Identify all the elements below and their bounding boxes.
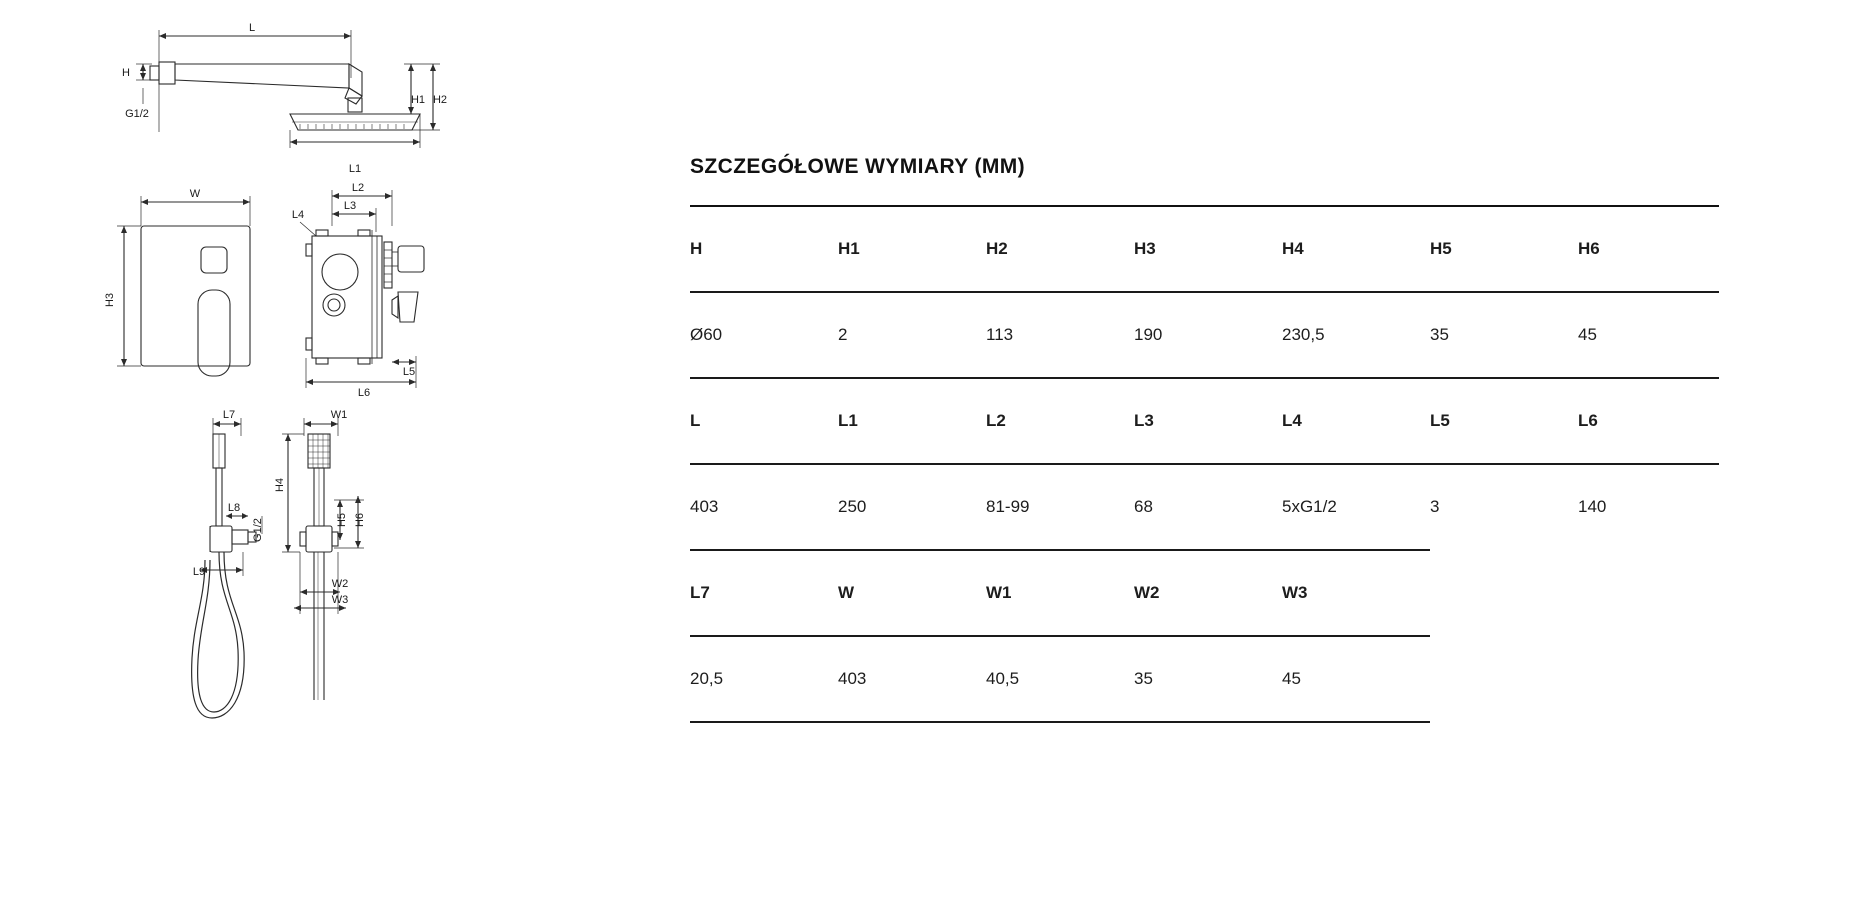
table-cell: H6 bbox=[1578, 206, 1719, 292]
table-cell bbox=[1282, 722, 1430, 723]
label-L2: L2 bbox=[351, 182, 365, 194]
table-row bbox=[690, 636, 1719, 722]
table-cell: 45 bbox=[1282, 636, 1430, 722]
table-cell: 40,5 bbox=[986, 636, 1134, 722]
table-cell: H4 bbox=[1282, 206, 1430, 292]
label-L9: L9 bbox=[192, 566, 206, 578]
table-cell: H2 bbox=[986, 206, 1134, 292]
table-cell bbox=[1578, 722, 1719, 723]
table-cell: L bbox=[690, 378, 838, 464]
label-H2: H2 bbox=[432, 94, 448, 106]
table-cell: 403 bbox=[690, 464, 838, 550]
dimensions-table bbox=[690, 205, 1719, 723]
table-cell: L3 bbox=[1134, 378, 1282, 464]
label-W3: W3 bbox=[331, 594, 349, 606]
technical-drawings-panel bbox=[0, 0, 690, 912]
table-cell: 2 bbox=[838, 292, 986, 378]
table-cell: W bbox=[838, 550, 986, 636]
label-H3: H3 bbox=[104, 292, 116, 308]
table-cell: H bbox=[690, 206, 838, 292]
table-cell: 140 bbox=[1578, 464, 1719, 550]
label-H4: H4 bbox=[274, 477, 286, 493]
label-W2: W2 bbox=[331, 578, 349, 590]
table-row bbox=[690, 206, 1719, 292]
table-cell: L6 bbox=[1578, 378, 1719, 464]
table-cell: 45 bbox=[1578, 292, 1719, 378]
table-cell: L4 bbox=[1282, 378, 1430, 464]
table-cell: 113 bbox=[986, 292, 1134, 378]
table-cell: 230,5 bbox=[1282, 292, 1430, 378]
table-cell: W3 bbox=[1282, 550, 1430, 636]
label-L4: L4 bbox=[291, 209, 305, 221]
label-L6: L6 bbox=[357, 387, 371, 399]
table-row bbox=[690, 378, 1719, 464]
table-cell: 3 bbox=[1430, 464, 1578, 550]
table-cell: L1 bbox=[838, 378, 986, 464]
table-cell: H5 bbox=[1430, 206, 1578, 292]
label-H1: H1 bbox=[410, 94, 426, 106]
label-L5: L5 bbox=[402, 366, 416, 378]
table-cell bbox=[1578, 550, 1719, 636]
label-L1: L1 bbox=[348, 163, 362, 175]
table-cell: 403 bbox=[838, 636, 986, 722]
table-cell: L5 bbox=[1430, 378, 1578, 464]
table-cell bbox=[986, 722, 1134, 723]
table-row bbox=[690, 292, 1719, 378]
label-H: H bbox=[122, 67, 130, 79]
label-H6: H6 bbox=[354, 512, 366, 528]
table-cell: 190 bbox=[1134, 292, 1282, 378]
table-row-bottom-rule bbox=[690, 722, 1719, 723]
table-cell: Ø60 bbox=[690, 292, 838, 378]
table-cell: 250 bbox=[838, 464, 986, 550]
label-L7: L7 bbox=[222, 409, 236, 421]
table-cell: L2 bbox=[986, 378, 1134, 464]
label-H5: H5 bbox=[336, 512, 348, 528]
table-cell bbox=[1134, 722, 1282, 723]
table-cell: W2 bbox=[1134, 550, 1282, 636]
table-cell: 68 bbox=[1134, 464, 1282, 550]
table-cell: H1 bbox=[838, 206, 986, 292]
label-G12-top: G1/2 bbox=[125, 108, 149, 120]
label-W: W bbox=[189, 188, 201, 200]
dimensions-panel bbox=[690, 0, 1864, 912]
table-cell: 20,5 bbox=[690, 636, 838, 722]
table-cell bbox=[690, 722, 838, 723]
label-G12-bottom: G1/2 bbox=[252, 518, 264, 542]
table-row bbox=[690, 464, 1719, 550]
label-L3: L3 bbox=[343, 200, 357, 212]
table-cell bbox=[1578, 636, 1719, 722]
table-cell: 35 bbox=[1430, 292, 1578, 378]
table-cell: L7 bbox=[690, 550, 838, 636]
table-cell: 5xG1/2 bbox=[1282, 464, 1430, 550]
table-cell bbox=[1430, 636, 1578, 722]
table-cell: H3 bbox=[1134, 206, 1282, 292]
label-W1: W1 bbox=[330, 409, 348, 421]
mixer-front-plate-drawing-group bbox=[117, 196, 250, 376]
shower-arm-drawing-group bbox=[136, 30, 440, 148]
label-L: L bbox=[248, 22, 256, 34]
table-cell: 35 bbox=[1134, 636, 1282, 722]
drawings-svg bbox=[0, 0, 690, 912]
table-title: SZCZEGÓŁOWE WYMIARY (MM) bbox=[690, 155, 1026, 178]
table-cell: W1 bbox=[986, 550, 1134, 636]
label-L8: L8 bbox=[227, 502, 241, 514]
table-row bbox=[690, 550, 1719, 636]
table-cell bbox=[1430, 722, 1578, 723]
table-cell bbox=[838, 722, 986, 723]
table-cell: 81-99 bbox=[986, 464, 1134, 550]
wall-outlet-drawing-group bbox=[282, 418, 364, 700]
mixer-body-drawing-group bbox=[300, 190, 424, 388]
table-cell bbox=[1430, 550, 1578, 636]
